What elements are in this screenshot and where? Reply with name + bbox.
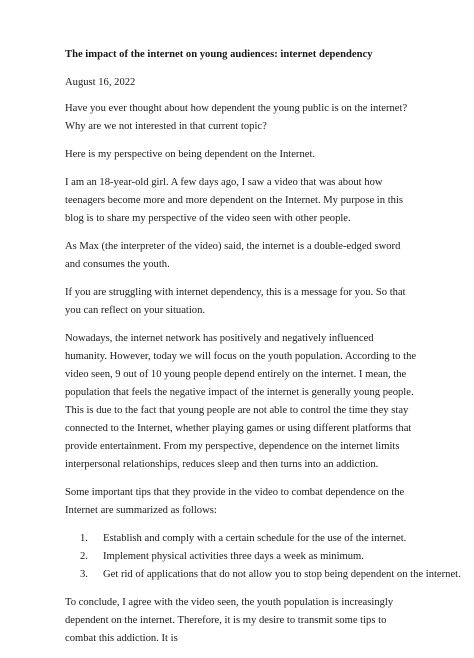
- paragraph: I am an 18-year-old girl. A few days ago, I saw a video that was about how teenagers become more and more dependent on the Internet. My purpose in this blog is to share my perspective of the video seen with other people.: [65, 177, 404, 224]
- document-date: August 16, 2022: [65, 77, 136, 88]
- list-item-text: Implement physical activities three days a week as minimum.: [103, 551, 364, 562]
- paragraph: If you are struggling with internet dependency, this is a message for you. So that you can reflect on your situation.: [65, 287, 406, 316]
- paragraph: Nowadays, the internet network has positively and negatively influenced humanity. However, today we will focus on the youth population. According to the video seen, 9 out of 10 young people depend entirely on the internet. I mean, the population that feels the negative impact of the internet is generally young people. This is due to the fact that young people are not able to control the time they stay connected to the Internet, whether playing games or using different platforms that provide entertainment. From my perspective, dependence on the internet limits interpersonal relationships, reduces sleep and then turns into an addiction.: [65, 333, 417, 470]
- document-title: The impact of the internet on young audiences: internet dependency: [65, 49, 373, 60]
- tips-list: [65, 530, 461, 584]
- list-item: [65, 566, 461, 584]
- list-item-number: 1.: [80, 533, 88, 544]
- document-page: [65, 46, 461, 658]
- paragraph: As Max (the interpreter of the video) said, the internet is a double-edged sword and consumes the youth.: [65, 241, 401, 270]
- paragraph: Here is my perspective on being dependent on the Internet.: [65, 149, 316, 160]
- paragraph: Have you ever thought about how dependent the young public is on the internet? Why are we not interested in that current topic?: [65, 103, 408, 132]
- list-item: [65, 530, 417, 548]
- list-item: [65, 548, 417, 566]
- conclusion-paragraph: To conclude, I agree with the video seen, the youth population is increasingly dependent on the internet. Therefore, it is my desire to transmit some tips to combat this addiction. It is: [65, 597, 394, 644]
- list-item-text: Get rid of applications that do not allow you to stop being dependent on the internet.: [103, 569, 461, 580]
- list-item-text: Establish and comply with a certain schedule for the use of the internet.: [103, 533, 407, 544]
- list-item-number: 2.: [80, 551, 88, 562]
- list-item-number: 3.: [80, 569, 88, 580]
- paragraph: Some important tips that they provide in the video to combat dependence on the Internet are summarized as follows:: [65, 487, 405, 516]
